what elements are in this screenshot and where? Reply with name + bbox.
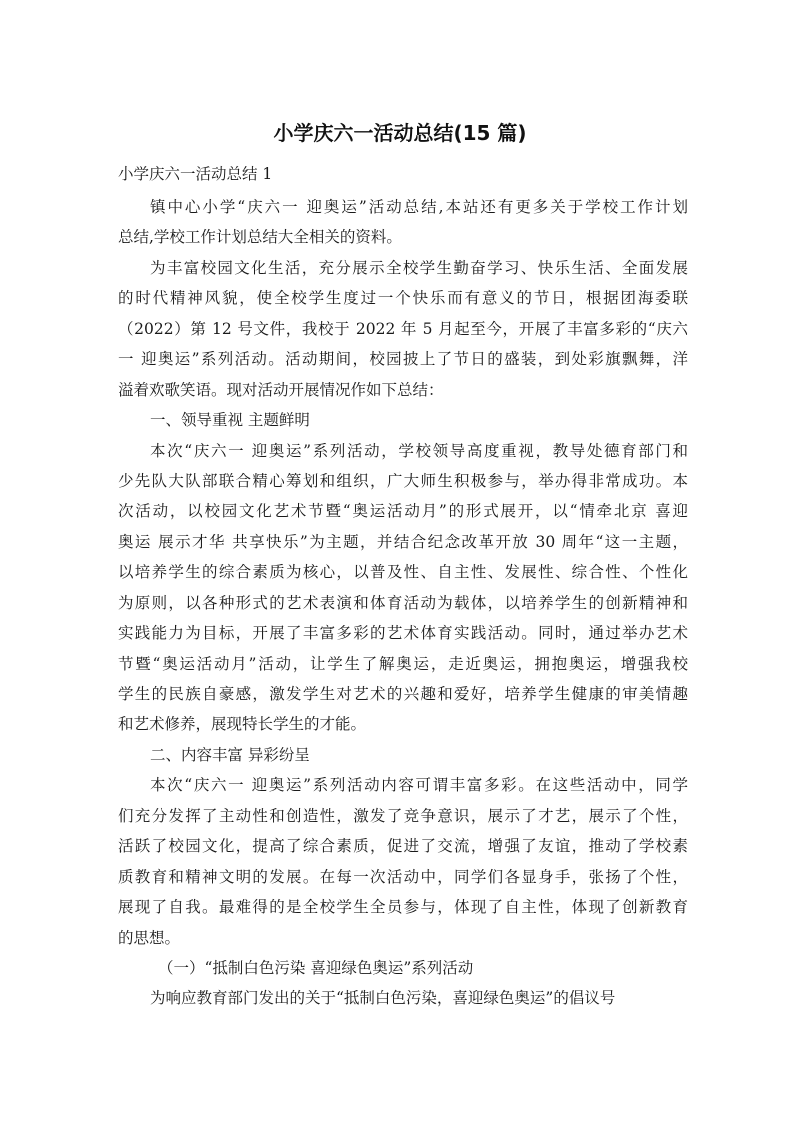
subsection-heading: （一）“抵制白色污染 喜迎绿色奥运”系列活动 [158, 958, 474, 977]
paragraph-line: 溢着欢歌笑语。现对活动开展情况作如下总结： [118, 380, 444, 399]
paragraph-line: 质教育和精神文明的发展。在每一次活动中，同学们各显身手，张扬了个性， [118, 867, 688, 886]
paragraph-line: 本次“庆六一 迎奥运”系列活动内容可谓丰富多彩。在这些活动中，同学 [150, 776, 688, 795]
document-title: 小学庆六一活动总结(15 篇) [273, 121, 527, 145]
paragraph-line: 学生的民族自豪感，激发学生对艺术的兴趣和爱好，培养学生健康的审美情趣 [118, 685, 688, 703]
paragraph-line: 为响应教育部门发出的关于“抵制白色污染，喜迎绿色奥运”的倡议号 [150, 989, 616, 1008]
paragraph-line: 实践能力为目标，开展了丰富多彩的艺术体育实践活动。同时，通过举办艺术 [118, 624, 688, 643]
paragraph-line: 和艺术修养，展现特长学生的才能。 [118, 715, 367, 734]
document-subtitle: 小学庆六一活动总结 1 [118, 165, 273, 183]
document-body [118, 192, 688, 1014]
paragraph-line: （2022）第 12 号文件，我校于 2022 年 5 月起至今，开展了丰富多彩的“庆六 [118, 319, 688, 338]
section-heading: 一、领导重视 主题鲜明 [150, 411, 310, 430]
paragraph-line: 总结,学校工作计划总结大全相关的资料。 [118, 228, 402, 247]
paragraph-line: 以培养学生的综合素质为核心，以普及性、自主性、发展性、综合性、个性化 [118, 563, 688, 582]
paragraph-line: 本次“庆六一 迎奥运”系列活动，学校领导高度重视，教导处德育部门和 [150, 441, 688, 460]
paragraph-line: 节暨“奥运活动月”活动，让学生了解奥运，走近奥运，拥抱奥运，增强我校 [118, 654, 688, 673]
paragraph-line: 为丰富校园文化生活，充分展示全校学生勤奋学习、快乐生活、全面发展 [150, 258, 688, 277]
paragraph-line: 的思想。 [118, 928, 181, 947]
paragraph-line: 为原则，以各种形式的艺术表演和体育活动为载体，以培养学生的创新精神和 [118, 593, 688, 612]
paragraph-line: 镇中心小学“庆六一 迎奥运”活动总结,本站还有更多关于学校工作计划 [150, 198, 688, 216]
section-heading: 二、内容丰富 异彩纷呈 [150, 745, 310, 764]
paragraph-line: 展现了自我。最难得的是全校学生全员参与，体现了自主性，体现了创新教育 [118, 898, 688, 917]
paragraph-line: 活跃了校园文化，提高了综合素质，促进了交流，增强了友谊，推动了学校素 [118, 837, 688, 856]
paragraph-line: 们充分发挥了主动性和创造性，激发了竞争意识，展示了才艺，展示了个性， [118, 806, 688, 825]
paragraph-line: 的时代精神风貌，使全校学生度过一个快乐而有意义的节日，根据团海委联 [118, 289, 688, 308]
paragraph-line: 少先队大队部联合精心筹划和组织，广大师生积极参与，举办得非常成功。本 [118, 471, 688, 490]
paragraph-line: 一 迎奥运”系列活动。活动期间，校园披上了节日的盛装，到处彩旗飘舞，洋 [118, 350, 688, 369]
paragraph-line: 奥运 展示才华 共享快乐”为主题，并结合纪念改革开放 30 周年“这一主题， [118, 532, 688, 551]
paragraph-line: 次活动，以校园文化艺术节暨“奥运活动月”的形式展开，以“情牵北京 喜迎 [118, 502, 688, 521]
